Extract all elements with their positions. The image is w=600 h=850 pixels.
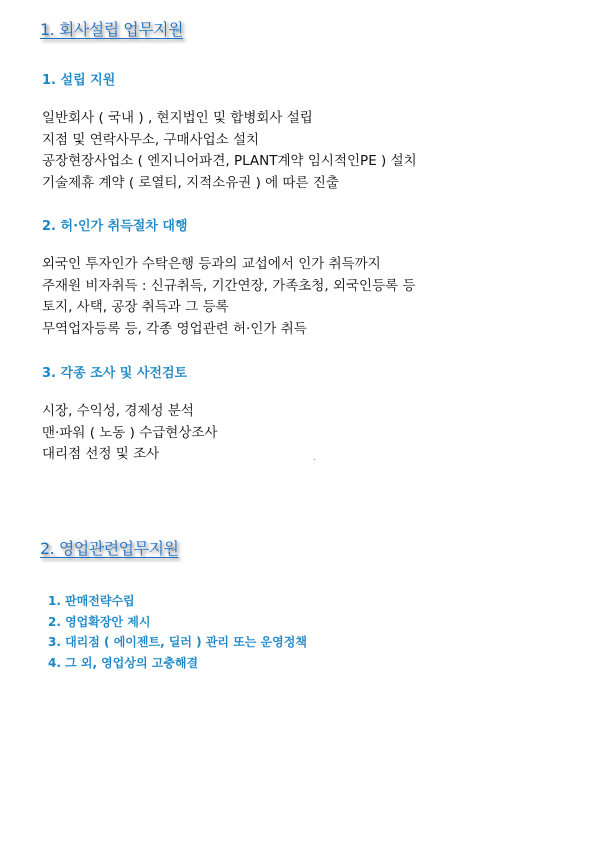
section1-heading: 1. 회사설립 업무지원	[40, 20, 184, 39]
stray-dot	[314, 459, 315, 460]
list-item: 공장현장사업소 ( 엔지니어파견, PLANT계약 임시적인PE ) 설치	[42, 153, 417, 169]
list-item: 시장, 수익성, 경제성 분석	[42, 403, 194, 419]
list-item: 대리점 선정 및 조사	[42, 446, 160, 462]
list-item: 2. 영업확장안 제시	[48, 614, 151, 629]
section1-sub2-list	[42, 254, 416, 340]
list-item: 일반회사 ( 국내 ) , 현지법인 및 합병회사 설립	[42, 110, 313, 126]
list-item: 맨·파워 ( 노동 ) 수급현상조사	[42, 424, 218, 441]
list-item: 외국인 투자인가 수탁은행 등과의 교섭에서 인가 취득까지	[42, 256, 381, 272]
list-item: 토지, 사택, 공장 취득과 그 등록	[42, 299, 229, 315]
section2-heading: 2. 영업관련업무지원	[40, 539, 179, 558]
section2-list	[48, 591, 307, 673]
section1-sub1-list	[42, 108, 417, 194]
list-item: 1. 판매전략수립	[48, 594, 135, 608]
list-item: 무역업자등록 등, 각종 영업관련 허·인가 취득	[42, 320, 307, 337]
list-item: 지점 및 연락사무소, 구매사업소 설치	[42, 131, 260, 148]
section1-sub3-title: 3. 각종 조사 및 사전검토	[42, 366, 188, 381]
list-item: 4. 그 외, 영업상의 고충해결	[48, 655, 199, 670]
section1-sub3-list	[42, 401, 217, 466]
list-item: 기술제휴 계약 ( 로열티, 지적소유권 ) 에 따른 진출	[42, 174, 339, 191]
list-item: 3. 대리점 ( 에이젠트, 딜러 ) 관리 또는 운영정책	[48, 635, 307, 649]
section1-sub1-title: 1. 설립 지원	[42, 73, 116, 88]
section1-sub2-title: 2. 허·인가 취득절차 대행	[42, 219, 188, 234]
list-item: 주재원 비자취득 : 신규취득, 기간연장, 가족초청, 외국인등록 등	[42, 277, 416, 294]
